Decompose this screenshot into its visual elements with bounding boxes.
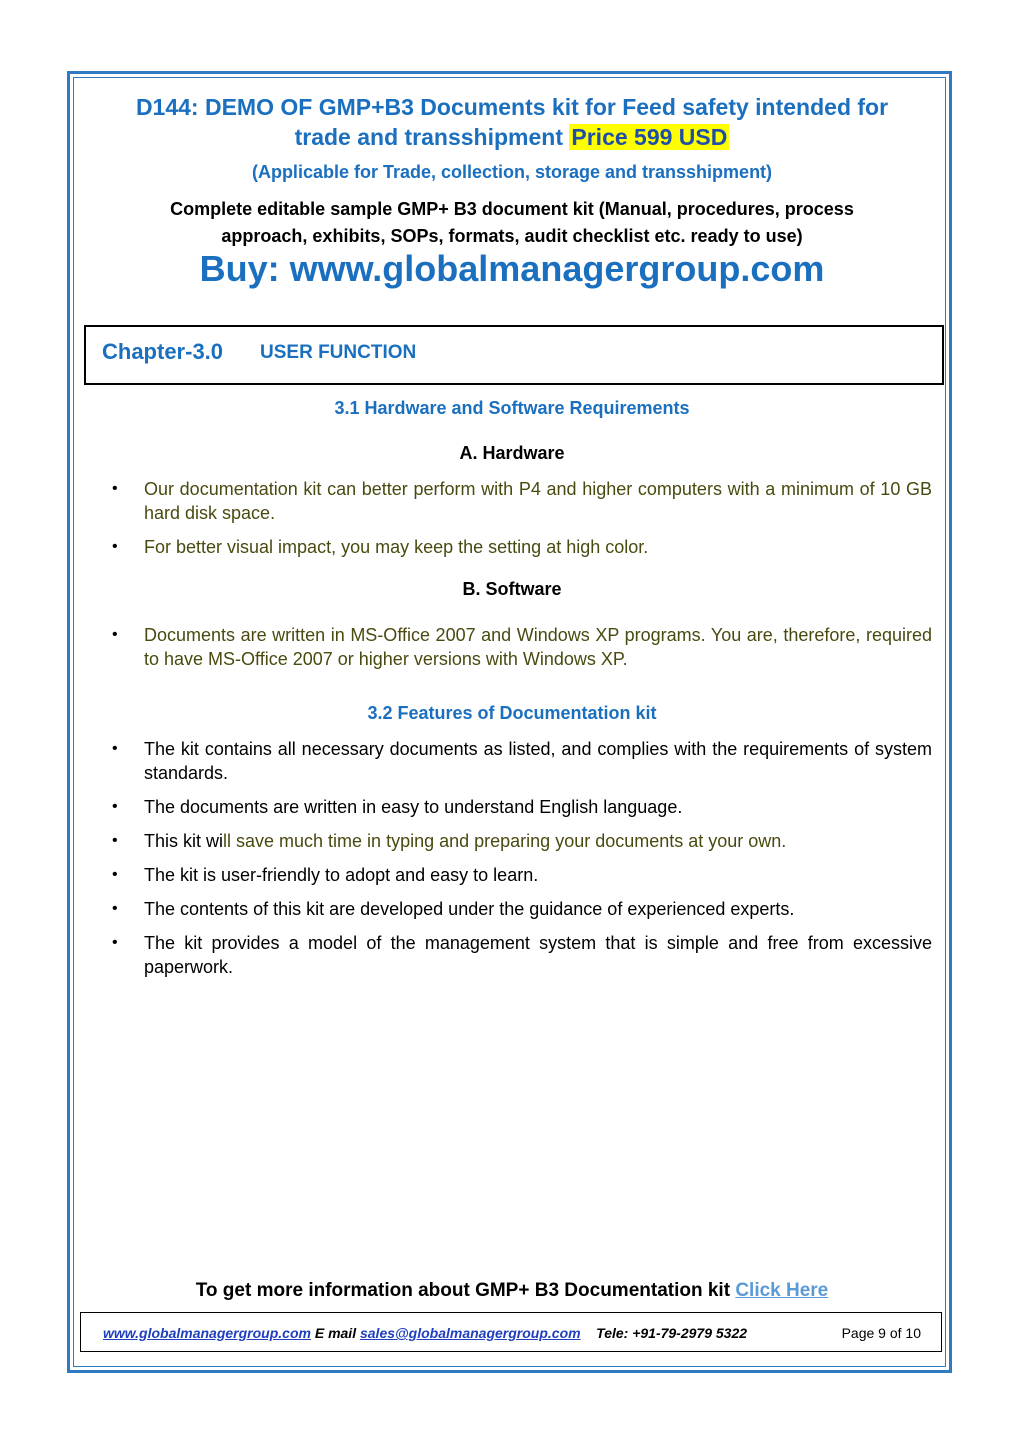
- price-badge: Price 599 USD: [571, 124, 728, 150]
- list-item: [108, 829, 932, 853]
- document-title: [80, 92, 944, 152]
- page-number: Page 9 of 10: [841, 1325, 921, 1341]
- list-item: • Documents are written in MS-Office 2007 and Windows XP programs. You are, therefore, required to have MS-Office 2007 or higher versions with Windows XP.: [108, 623, 932, 671]
- footer-email-label: E mail: [314, 1325, 357, 1341]
- list-item: • The kit provides a model of the management system that is simple and free from excessive paperwork.: [108, 931, 932, 979]
- list-item: • The documents are written in easy to understand English language.: [108, 795, 932, 819]
- click-here-link[interactable]: Click Here: [735, 1280, 829, 1301]
- hardware-heading: A. Hardware: [459, 443, 565, 463]
- list-item: • The kit is user-friendly to adopt and easy to learn.: [108, 863, 932, 887]
- buy-link[interactable]: Buy: www.globalmanagergroup.com: [199, 248, 825, 289]
- software-list: [108, 623, 932, 681]
- footer-contact: [103, 1325, 747, 1341]
- kit-description-line-1: Complete editable sample GMP+ B3 document kit (Manual, procedures, process: [170, 199, 854, 219]
- list-item-text: ll save much time in typing and preparing your documents at your own.: [223, 831, 787, 851]
- chapter-title: USER FUNCTION: [260, 342, 417, 363]
- list-item: • For better visual impact, you may keep the setting at high color.: [108, 535, 932, 559]
- chapter-header-box: [84, 325, 944, 385]
- footer-phone: Tele: +91-79-2979 5322: [596, 1325, 748, 1341]
- title-line-2: [80, 122, 944, 152]
- section-heading-features: 3.2 Features of Documentation kit: [367, 703, 657, 723]
- more-info-line: [80, 1280, 944, 1302]
- list-item: • The contents of this kit are developed under the guidance of experienced experts.: [108, 897, 932, 921]
- kit-description: [110, 196, 914, 250]
- chapter-number: Chapter-3.0: [102, 339, 224, 364]
- list-item: • The kit contains all necessary documents as listed, and complies with the requirements of system standards.: [108, 737, 932, 785]
- list-item-text: This kit wi: [144, 831, 224, 851]
- footer-email-link[interactable]: sales@globalmanagergroup.com: [359, 1325, 581, 1341]
- features-list: [108, 737, 932, 989]
- hardware-list: [108, 477, 932, 569]
- section-heading-requirements: 3.1 Hardware and Software Requirements: [334, 398, 690, 418]
- kit-description-line-2: approach, exhibits, SOPs, formats, audit checklist etc. ready to use): [221, 226, 803, 246]
- footer-website-link[interactable]: www.globalmanagergroup.com: [103, 1325, 311, 1341]
- list-item: • Our documentation kit can better perform with P4 and higher computers with a minimum of 10 GB hard disk space.: [108, 477, 932, 525]
- more-info-text: To get more information about GMP+ B3 Documentation kit: [195, 1280, 731, 1301]
- applicability-subtitle: (Applicable for Trade, collection, storage and transshipment): [251, 162, 773, 182]
- title-line-1: D144: DEMO OF GMP+B3 Documents kit for Feed safety intended for: [135, 94, 889, 120]
- software-heading: B. Software: [462, 579, 562, 599]
- page-footer: [80, 1312, 942, 1352]
- title-line-2-text: trade and transshipment: [294, 124, 563, 150]
